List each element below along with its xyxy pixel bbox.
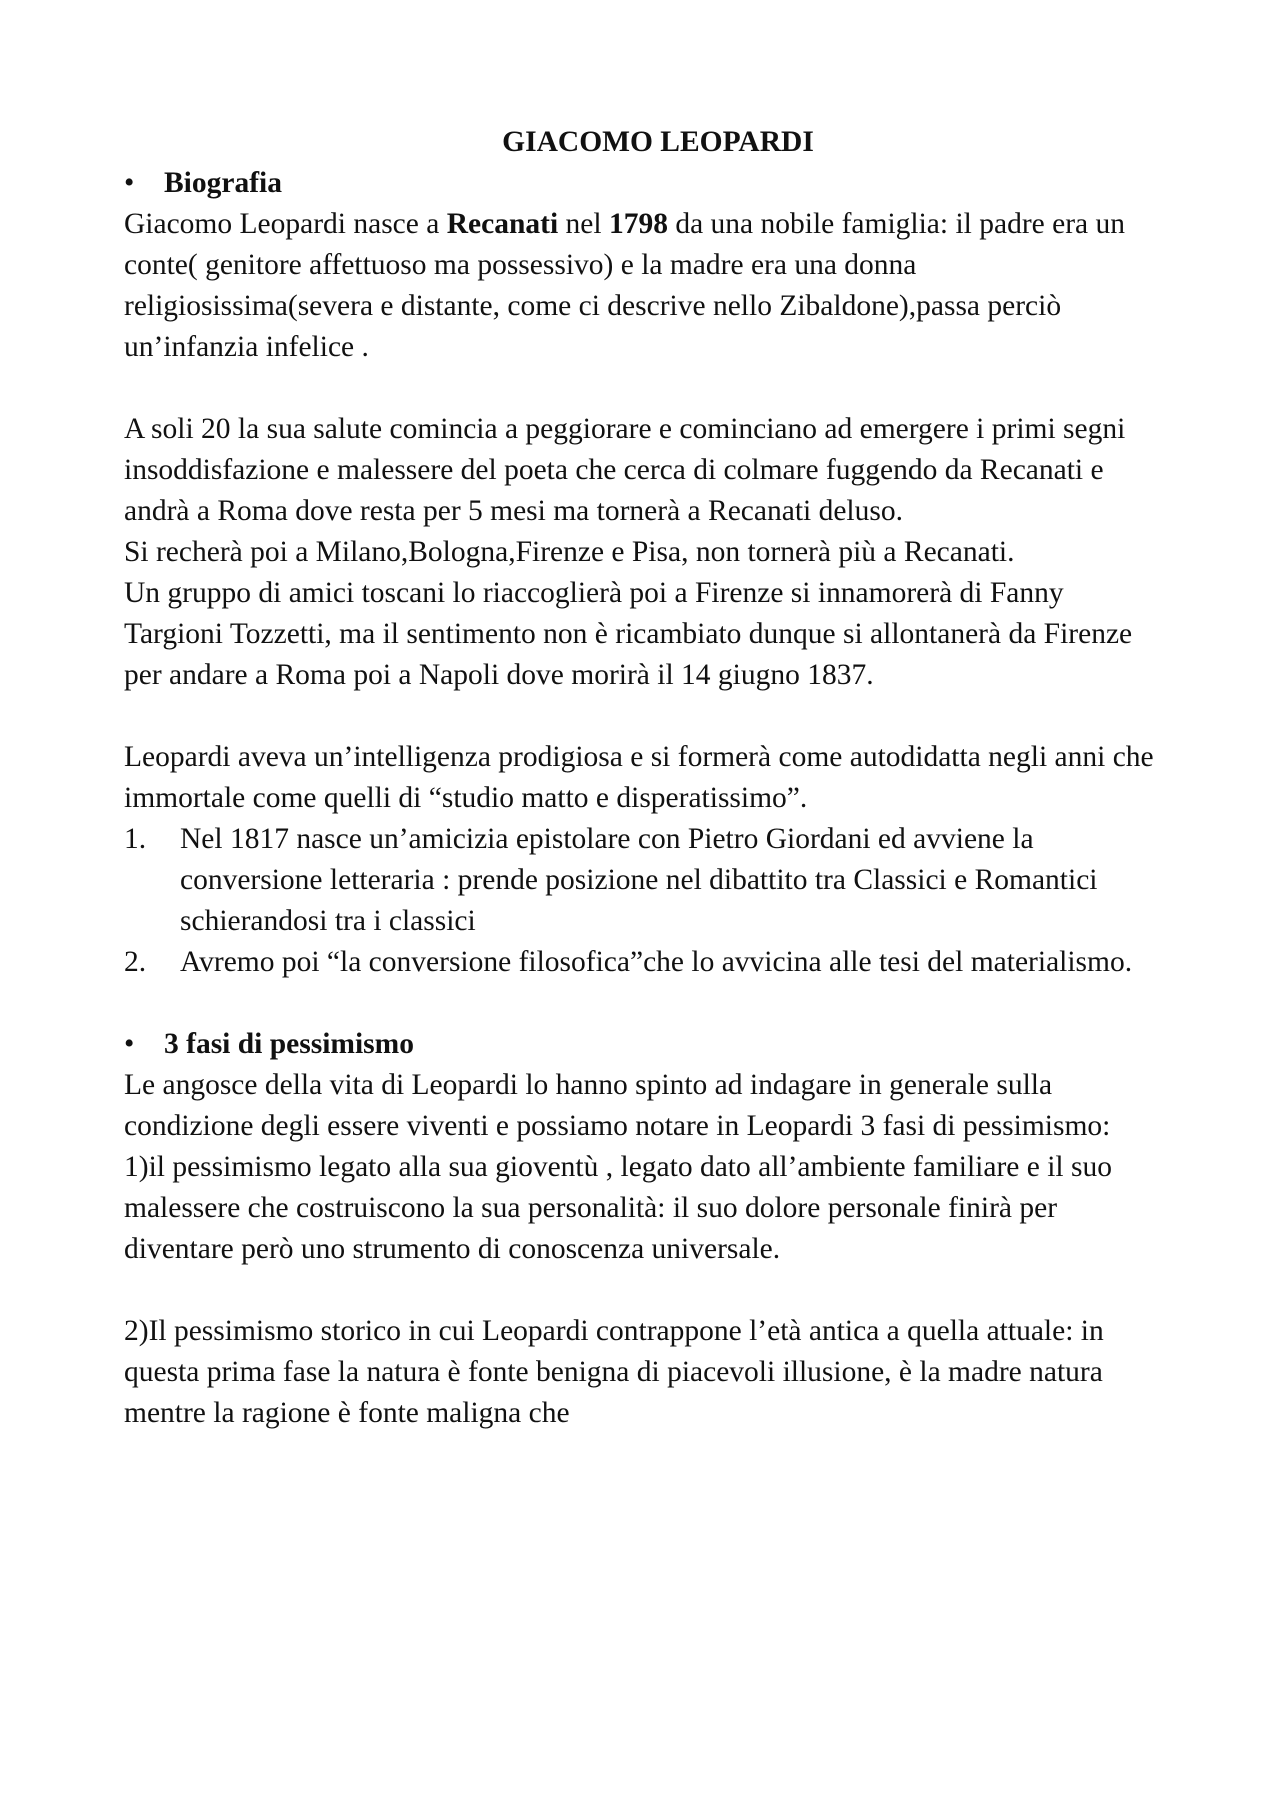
paragraph: Leopardi aveva un’intelligenza prodigiosa e si formerà come autodidatta negli anni che immortale come quelli di “studio matto e disperatissimo”. xyxy=(124,741,1154,814)
paragraph: A soli 20 la sua salute comincia a peggiorare e cominciano ad emergere i primi segni insoddisfazione e malessere del poeta che cerca di colmare fuggendo da Recanati e andrà a Roma dove resta per 5 mesi ma tornerà a Recanati deluso. xyxy=(124,413,1126,527)
paragraph: Giacomo Leopardi nasce a Recanati nel 1798 da una nobile famiglia: il padre era un conte( genitore affettuoso ma possessivo) e la madre era una donna religiosissima(severa e distante, come ci descrive nello Zibaldone),passa perciò un’infanzia infelice . xyxy=(124,208,1126,363)
paragraph: 1)il pessimismo legato alla sua gioventù , legato dato all’ambiente familiare e il suo malessere che costruiscono la sua personalità: il suo dolore personale finirà per diventare però uno strumento di conoscenza universale. xyxy=(124,1151,1112,1265)
document-title: GIACOMO LEOPARDI xyxy=(502,126,814,158)
paragraph: Si recherà poi a Milano,Bologna,Firenze e Pisa, non tornerà più a Recanati. xyxy=(124,536,1015,568)
bullet-icon: • xyxy=(124,1028,135,1060)
section-heading-biografia xyxy=(124,163,1160,204)
list-number: 1. xyxy=(124,823,147,855)
section-heading-pessimismo xyxy=(124,1024,1160,1065)
list-number: 2. xyxy=(124,946,147,978)
list-item xyxy=(124,942,1160,983)
section-heading-text: Biografia xyxy=(164,167,282,199)
numbered-list xyxy=(124,819,1160,983)
list-item-text: Nel 1817 nasce un’amicizia epistolare con Pietro Giordani ed avviene la conversione letteraria : prende posizione nel dibattito tra Classici e Romantici schierandosi tra i classici xyxy=(180,823,1098,937)
paragraph: Le angosce della vita di Leopardi lo hanno spinto ad indagare in generale sulla condizione degli essere viventi e possiamo notare in Leopardi 3 fasi di pessimismo: xyxy=(124,1069,1111,1142)
paragraph: 2)Il pessimismo storico in cui Leopardi contrappone l’età antica a quella attuale: in questa prima fase la natura è fonte benigna di piacevoli illusione, è la madre natura mentre la ragione è fonte maligna che xyxy=(124,1315,1104,1429)
list-item-text: Avremo poi “la conversione filosofica”che lo avvicina alle tesi del materialismo. xyxy=(180,946,1133,978)
bullet-icon: • xyxy=(124,167,135,199)
bold-text: 1798 xyxy=(608,208,668,240)
list-item xyxy=(124,819,1160,942)
paragraph: Un gruppo di amici toscani lo riaccoglierà poi a Firenze si innamorerà di Fanny Targioni Tozzetti, ma il sentimento non è ricambiato dunque si allontanerà da Firenze per andare a Roma poi a Napoli dove morirà il 14 giugno 1837. xyxy=(124,577,1133,691)
bold-text: Recanati xyxy=(446,208,559,240)
section-heading-text: 3 fasi di pessimismo xyxy=(164,1028,414,1060)
